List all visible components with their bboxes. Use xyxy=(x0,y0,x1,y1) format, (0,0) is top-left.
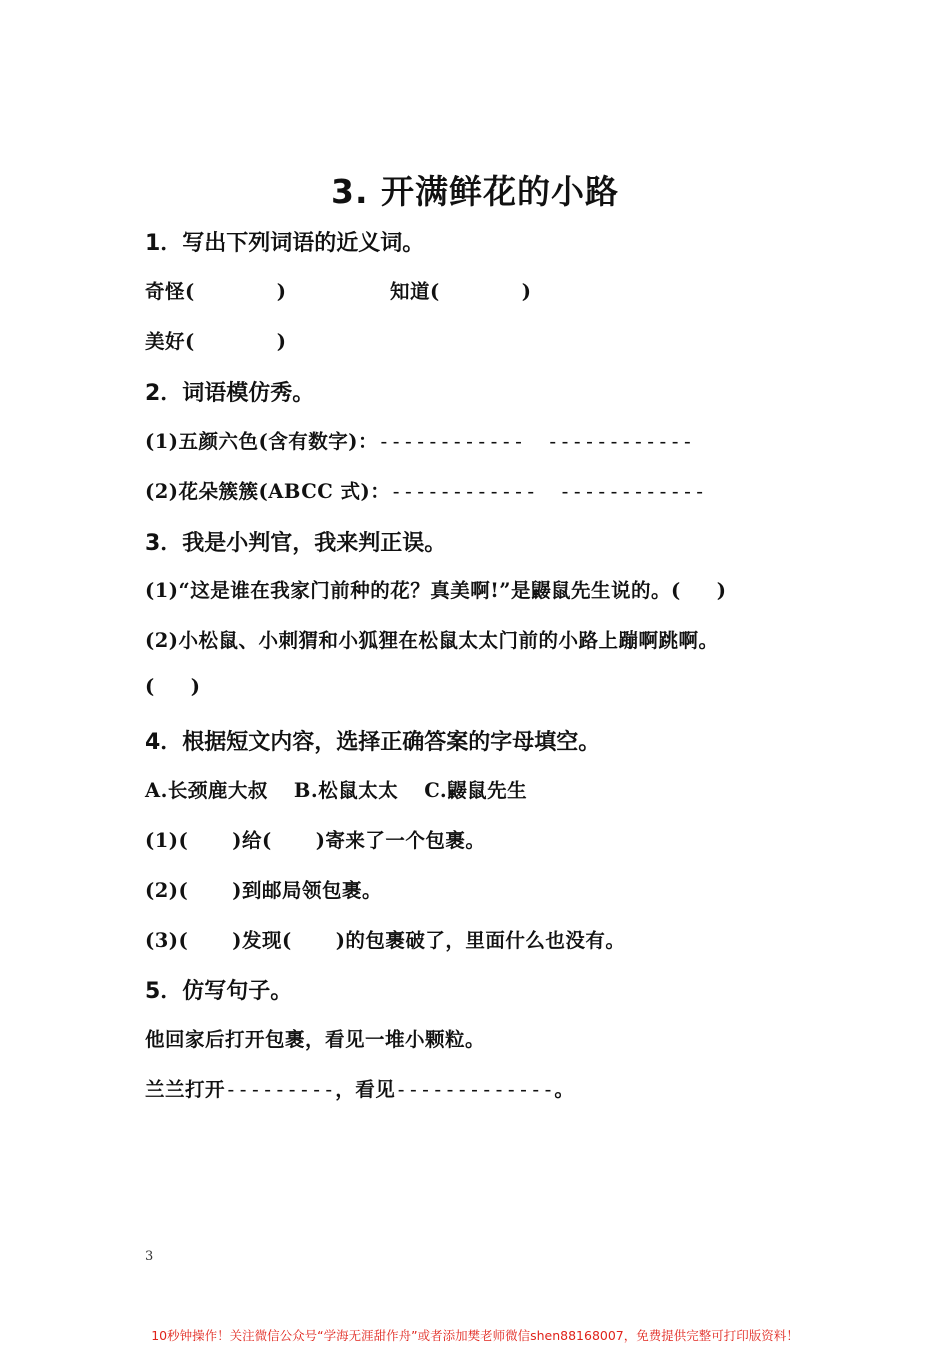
q3-item-2: (2)小松鼠、小刺猬和小狐狸在松鼠太太门前的小路上蹦啊跳啊。 xyxy=(145,629,719,652)
q4-item-2 xyxy=(145,875,382,903)
q4-item-3-part-a: (3)( xyxy=(145,929,189,952)
q4-item-1-part-b: )给( xyxy=(232,829,272,852)
q4-item-2-part-b: )到邮局领包裹。 xyxy=(232,879,382,902)
q5-blank-2: ------------- xyxy=(395,1078,555,1101)
q3-item-1-text: (1)“这是谁在我家门前种的花？真美啊!”是鼹鼠先生说的。( xyxy=(145,579,681,602)
q1-close-paren: ) xyxy=(276,280,287,303)
q5-heading: 5．仿写句子。 xyxy=(145,979,293,1004)
q1-close-paren: ) xyxy=(276,330,287,353)
q2-blank: ------------ xyxy=(559,480,707,503)
q2-blank: ------------ xyxy=(546,430,694,453)
q2-blank: ------------ xyxy=(390,480,538,503)
q4-item-1-part-a: (1)( xyxy=(145,829,189,852)
q1-close-paren: ) xyxy=(521,280,532,303)
q3-open-paren: ( xyxy=(145,675,155,698)
q5-blank-1: --------- xyxy=(225,1078,336,1101)
q3-close-paren: ) xyxy=(716,579,727,602)
q5-exercise-part-3: 。 xyxy=(554,1078,575,1101)
q2-item-1 xyxy=(145,426,694,454)
q5-exercise-part-1: 兰兰打开 xyxy=(145,1078,226,1101)
q1-row-2 xyxy=(145,326,286,354)
q2-item-2-text: (2)花朵簇簇(ABCC 式)： xyxy=(145,480,391,503)
q4-item-1-part-c: )寄来了一个包裹。 xyxy=(315,829,486,852)
q4-item-1 xyxy=(145,825,485,853)
footer-banner: 10秒钟操作！关注微信公众号“学海无涯甜作舟”或者添加樊老师微信shen88168007，免费提供完整可打印版资料！ xyxy=(151,1328,799,1343)
q4-item-2-part-a: (2)( xyxy=(145,879,189,902)
q3-item-1 xyxy=(145,575,726,603)
q2-heading: 2．词语模仿秀。 xyxy=(145,381,315,406)
q2-item-1-text: (1)五颜六色(含有数字)： xyxy=(145,430,378,453)
q4-option-c: C.鼹鼠先生 xyxy=(424,779,528,802)
q4-heading: 4．根据短文内容，选择正确答案的字母填空。 xyxy=(145,730,601,755)
q4-item-3-part-c: )的包裹破了，里面什么也没有。 xyxy=(335,929,626,952)
q1-word-qiguai: 奇怪( xyxy=(145,280,195,303)
q5-exercise-part-2: ，看见 xyxy=(335,1078,396,1101)
q1-word-meihao: 美好( xyxy=(145,330,195,353)
page-title: 3. 开满鲜花的小路 xyxy=(331,172,619,211)
q2-blank: ------------ xyxy=(377,430,525,453)
q1-row-1b xyxy=(390,276,531,304)
q2-item-2 xyxy=(145,476,706,504)
page-number: 3 xyxy=(145,1249,154,1264)
q5-exercise xyxy=(145,1074,574,1102)
q4-options xyxy=(145,775,527,803)
q4-option-a: A.长颈鹿大叔 xyxy=(145,779,268,802)
q1-heading: 1．写出下列词语的近义词。 xyxy=(145,231,425,256)
q4-item-3-part-b: )发现( xyxy=(232,929,292,952)
q4-item-3 xyxy=(145,925,625,953)
q3-close-paren: ) xyxy=(190,675,201,698)
q3-heading: 3．我是小判官，我来判正误。 xyxy=(145,531,447,556)
q4-option-b: B.松鼠太太 xyxy=(293,779,399,802)
q3-item-2-answer xyxy=(145,675,200,698)
q1-row-1 xyxy=(145,276,286,304)
q5-example: 他回家后打开包裹，看见一堆小颗粒。 xyxy=(145,1028,486,1051)
q1-word-zhidao: 知道( xyxy=(390,280,440,303)
